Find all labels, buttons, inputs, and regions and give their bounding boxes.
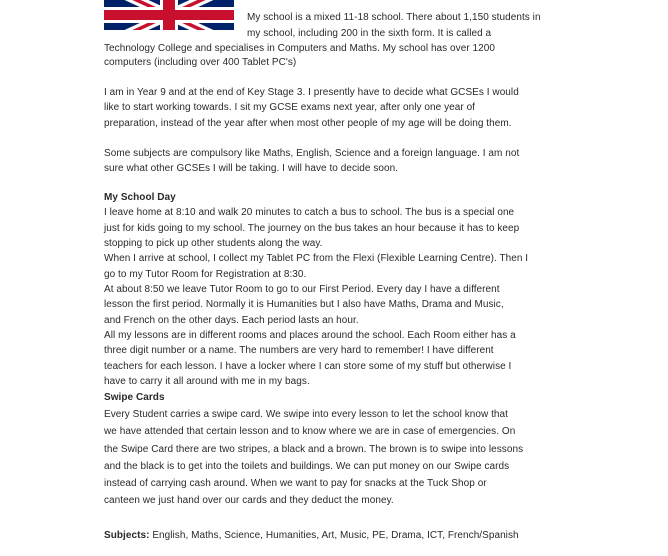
school-day-line: I leave home at 8:10 and walk 20 minutes to catch a bus to school. The bus is a special one [104,207,515,218]
school-day-line: stopping to pick up other students along the way. [104,238,323,249]
school-day-line: When I arrive at school, I collect my Tablet PC from the Flexi (Flexible Learning Centre). Then I [104,253,529,264]
subjects-list: English, Maths, Science, Humanities, Art, Music, PE, Drama, ICT, French/Spanish [152,530,519,541]
compulsory-line: Some subjects are compulsory like Maths, English, Science and a foreign language. I am not [104,148,520,159]
school-day-line: teachers for each lesson. I have a locker where I can store some of my stuff but otherwise I [104,361,512,372]
school-day-line: and French on the other days. Each period lasts an hour. [104,315,359,326]
school-day-line: At about 8:50 we leave Tutor Room to go to our First Period. Every day I have a different [104,284,500,295]
subjects-label: Subjects: [104,530,150,541]
school-day-line: just for kids going to my school. The journey on the bus takes an hour because it has to keep [104,223,520,234]
swipe-cards-line: canteen we just hand over our cards and they deduct the money. [104,495,394,506]
subjects-line [104,530,519,542]
swipe-cards-line: the Swipe Card there are two stripes, a black and a brown. The brown is to swipe into lessons [104,444,524,455]
intro-line: Technology College and specialises in Computers and Maths. My school has over 1200 [104,43,495,54]
year9-line: preparation, instead of the year after when most other people of my age will be doing them. [104,118,512,129]
swipe-cards-line: Every Student carries a swipe card. We swipe into every lesson to let the school know that [104,409,508,420]
year9-line: I am in Year 9 and at the end of Key Stage 3. I presently have to decide what GCSEs I would [104,87,519,98]
school-day-line: three digit number or a name. The numbers are very hard to remember! I have different [104,345,494,356]
intro-line: my school, including 200 in the sixth form. It is called a [247,28,492,39]
compulsory-line: sure what other GCSEs I will be taking. I will have to decide soon. [104,163,399,174]
intro-line: My school is a mixed 11-18 school. There about 1,150 students in [247,12,541,23]
school-day-heading: My School Day [104,192,176,203]
school-day-line: go to my Tutor Room for Registration at 8:30. [104,269,307,280]
intro-line: computers (including over 400 Tablet PC's) [104,57,297,68]
union-jack-flag-icon [104,0,234,30]
swipe-cards-heading: Swipe Cards [104,392,165,403]
school-day-line: lesson the first period. Normally it is Humanities but I also have Maths, Drama and Music, [104,299,504,310]
school-day-line: have to carry it all around with me in my bags. [104,376,310,387]
school-day-line: All my lessons are in different rooms and places around the school. Each Room either has a [104,330,516,341]
swipe-cards-line: we have attended that certain lesson and to know where we are in case of emergencies. On [104,426,516,437]
year9-line: like to start working towards. I sit my GCSE exams next year, after only one year of [104,102,476,113]
swipe-cards-line: instead of carrying cash around. When we want to pay for snacks at the Tuck Shop or [104,478,487,489]
swipe-cards-line: and the black is to get into the toilets and buildings. We can put money on our Swipe cards [104,461,510,472]
